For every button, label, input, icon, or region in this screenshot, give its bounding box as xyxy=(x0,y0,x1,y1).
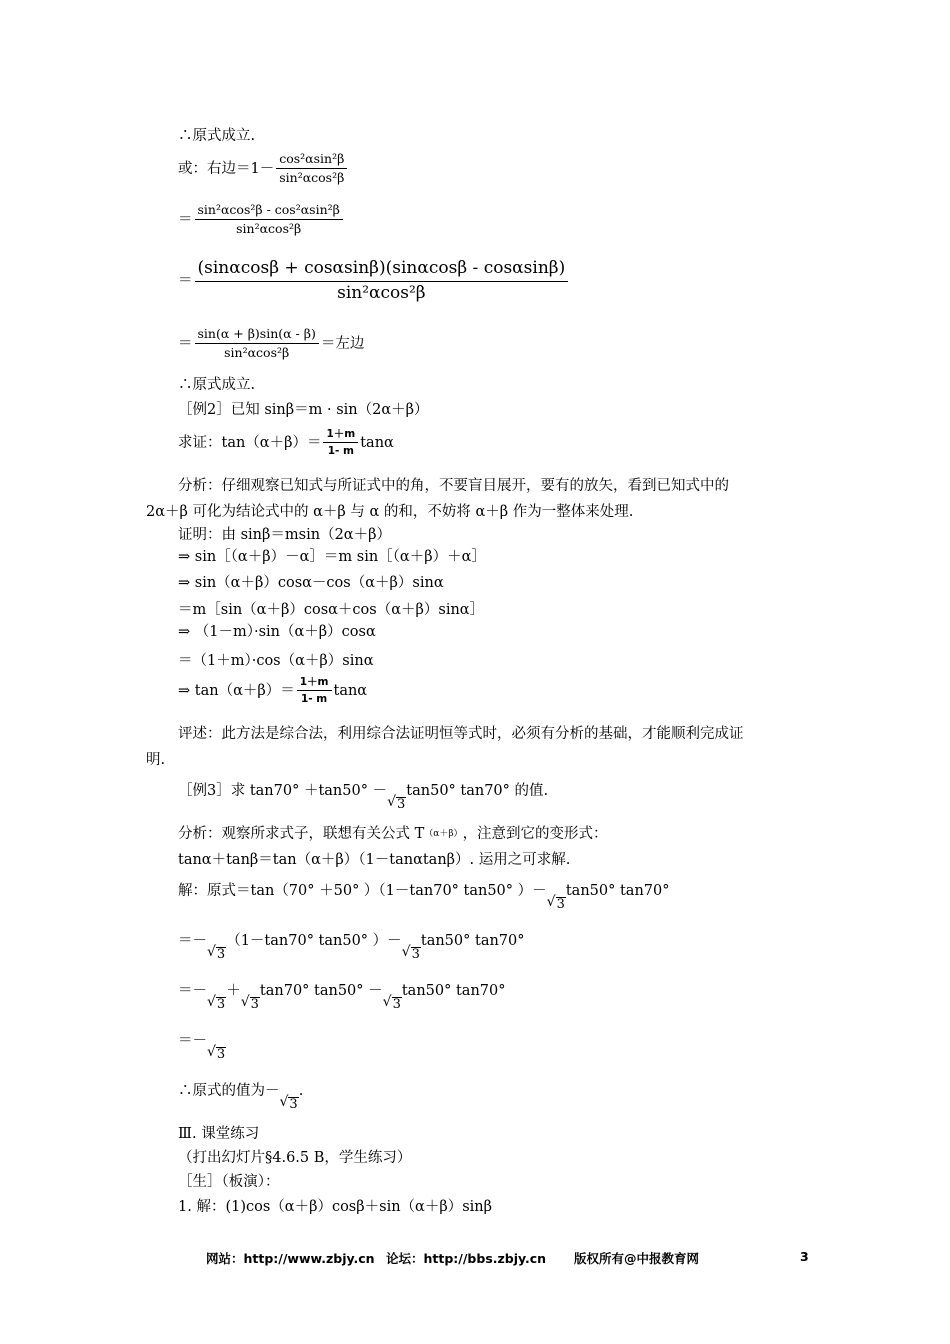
expr-prefix: ∴原式的值为－ xyxy=(178,1083,280,1099)
comment-paragraph-line2: 明. xyxy=(146,752,166,768)
fraction xyxy=(297,676,332,705)
footer-forum-link[interactable]: 论坛：http://bbs.zbjy.cn xyxy=(386,1251,547,1266)
sqrt-3: √ 3 xyxy=(207,994,226,1013)
expr-prefix: ＝ xyxy=(178,211,193,228)
solution-line xyxy=(178,870,670,912)
proof-result xyxy=(178,676,367,705)
step-expression xyxy=(178,203,345,237)
example-3-title xyxy=(178,770,548,812)
numerator: sin(α + β)sin(α - β) xyxy=(195,327,319,344)
expr-suffix: . xyxy=(298,1083,304,1099)
expr-prefix: 解：原式＝tan（70° ＋50° ）（1－tan70° tan50° ）－ xyxy=(178,883,547,899)
step-expression-large xyxy=(178,259,570,303)
proof-line: ＝（1＋m）·cos（α＋β）sinα xyxy=(178,653,374,669)
student-board: ［生］（板演）： xyxy=(178,1174,280,1190)
right-side-expression xyxy=(178,152,349,186)
numerator: (sinαcosβ + cosαsinβ)(sinαcosβ - cosαsinβ) xyxy=(195,259,569,282)
analysis-line xyxy=(178,824,608,844)
sqrt-3: √ 3 xyxy=(387,794,406,813)
conclusion-line: ∴原式成立. xyxy=(178,128,256,144)
proof-line: ＝m［sin（α＋β）cosα＋cos（α＋β）sinα］ xyxy=(178,602,485,618)
denominator: 1- m xyxy=(300,693,328,706)
analysis-paragraph-line1: 分析：仔细观察已知式与所证式中的角，不要盲目展开，要有的放矢，看到已知式中的 xyxy=(178,478,729,494)
sqrt-3: √ 3 xyxy=(382,994,401,1013)
expr-part: ＋ xyxy=(226,983,241,999)
expr-part: ＝－ xyxy=(178,1033,207,1049)
exercise-1-solution: 1. 解：(1)cos（α＋β）cosβ＋sin（α＋β）sinβ xyxy=(178,1199,493,1215)
fraction xyxy=(195,259,569,303)
expr-suffix: ＝左边 xyxy=(320,335,365,352)
sqrt-3: √ 3 xyxy=(240,994,259,1013)
solution-line xyxy=(178,1020,226,1062)
expr-prefix: ［例3］求 tan70° ＋tan50° － xyxy=(178,783,388,799)
step-expression xyxy=(178,327,364,361)
footer-site-link[interactable]: 网站：http://www.zbjy.cn xyxy=(206,1251,375,1266)
analysis-line: tanα＋tanβ＝tan（α＋β）（1－tanαtanβ）. 运用之可求解. xyxy=(178,852,571,868)
expr-prefix: ⇒ tan（α＋β）＝ xyxy=(178,682,295,699)
expr-prefix: 分析：观察所求式子，联想有关公式 T xyxy=(178,826,425,842)
sqrt-3: √ 3 xyxy=(207,1044,226,1063)
denominator: 1- m xyxy=(327,445,354,458)
numerator: sin²αcos²β - cos²αsin²β xyxy=(195,203,343,220)
formula-subscript: （α＋β） xyxy=(424,829,463,839)
sqrt-3: √ 3 xyxy=(401,944,420,963)
conclusion-line: ∴原式成立. xyxy=(178,377,256,393)
final-answer xyxy=(178,1070,303,1112)
fraction xyxy=(323,428,358,457)
section-heading: Ⅲ. 课堂练习 xyxy=(178,1126,260,1142)
proof-line: ⇒ sin［（α＋β）－α］＝m sin［（α＋β）＋α］ xyxy=(178,549,486,565)
expr-part: tan50° tan70° xyxy=(420,933,525,949)
sqrt-3: √ 3 xyxy=(207,944,226,963)
analysis-paragraph-line2: 2α＋β 可化为结论式中的 α＋β 与 α 的和，不妨将 α＋β 作为一整体来处理. xyxy=(146,504,634,520)
expr-part: ＝－ xyxy=(178,983,207,999)
expr-prefix: 或：右边＝1－ xyxy=(178,160,275,177)
expr-prefix: 求证：tan（α＋β）＝ xyxy=(178,434,322,451)
solution-line xyxy=(178,920,525,962)
prove-statement xyxy=(178,428,394,457)
proof-line: ⇒ （1－m）·sin（α＋β）cosα xyxy=(178,624,376,640)
denominator: sin²αcos²β xyxy=(224,345,290,361)
proof-line: ⇒ sin（α＋β）cosα－cos（α＋β）sinα xyxy=(178,575,444,591)
expr-suffix: tanα xyxy=(333,682,368,699)
denominator: sin²αcos²β xyxy=(236,221,302,237)
numerator: 1＋m xyxy=(323,428,358,443)
comment-paragraph-line1: 评述：此方法是综合法，利用综合法证明恒等式时，必须有分析的基础，才能顺利完成证 xyxy=(178,726,744,742)
page-number: 3 xyxy=(800,1249,809,1264)
expr-suffix: tan50° tan70° 的值. xyxy=(406,783,549,799)
fraction xyxy=(195,203,343,237)
expr-part: tan50° tan70° xyxy=(401,983,506,999)
numerator: 1＋m xyxy=(297,676,332,691)
expr-part: tan70° tan50° － xyxy=(259,983,383,999)
expr-part: ＝－ xyxy=(178,933,207,949)
example-2-title: ［例2］已知 sinβ＝m · sin（2α＋β） xyxy=(178,402,429,418)
solution-line xyxy=(178,970,506,1012)
expr-suffix: tan50° tan70° xyxy=(565,883,670,899)
denominator: sin²αcos²β xyxy=(279,170,345,186)
expr-prefix: ＝ xyxy=(178,273,193,290)
fraction xyxy=(276,152,347,186)
expr-prefix: ＝ xyxy=(178,335,193,352)
proof-line: 证明：由 sinβ＝msin（2α＋β） xyxy=(178,527,391,543)
footer-copyright: 版权所有@中报教育网 xyxy=(574,1251,700,1266)
expr-suffix: ，注意到它的变形式： xyxy=(462,826,608,842)
sqrt-3: √ 3 xyxy=(279,1094,298,1113)
sqrt-3: √ 3 xyxy=(546,894,565,913)
expr-suffix: tanα xyxy=(360,434,394,451)
expr-part: （1－tan70° tan50° ）－ xyxy=(226,933,402,949)
fraction xyxy=(195,327,319,361)
denominator: sin²αcos²β xyxy=(337,282,426,303)
practice-note: （打出幻灯片§4.6.5 B，学生练习） xyxy=(178,1150,412,1166)
numerator: cos²αsin²β xyxy=(276,152,347,169)
